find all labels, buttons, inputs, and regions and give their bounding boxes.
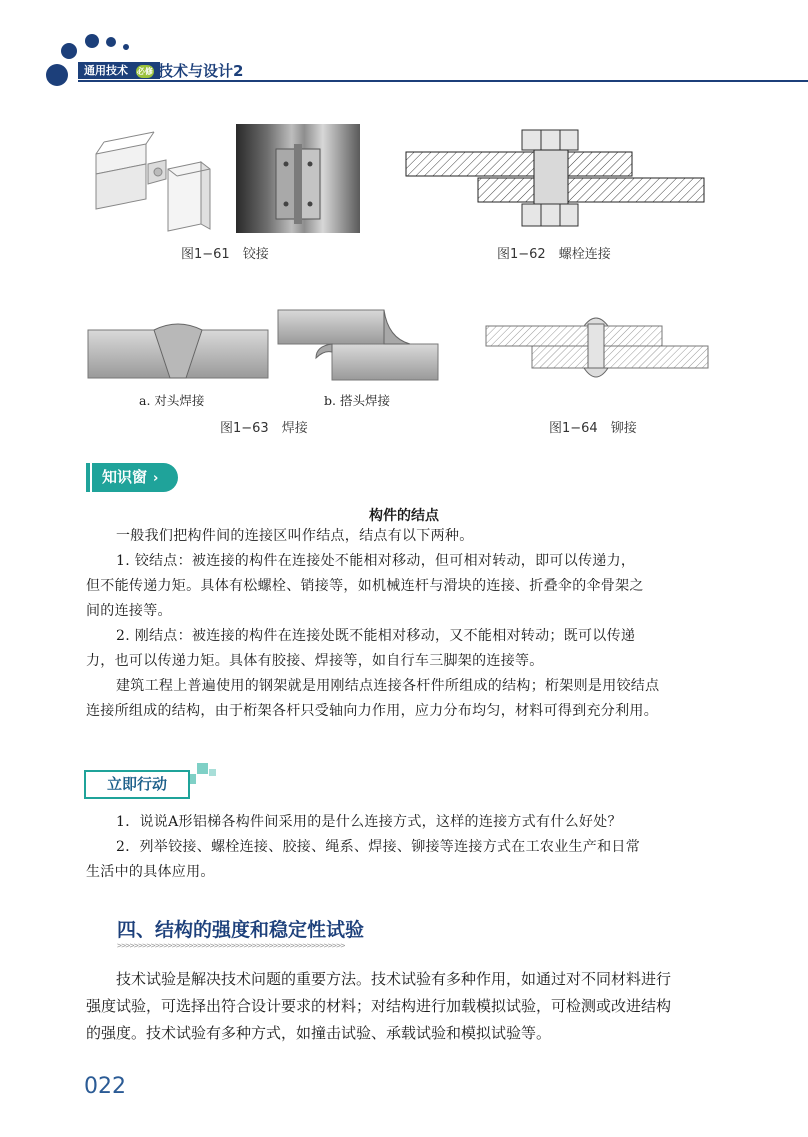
hinge-photo-icon (236, 124, 360, 233)
header-series-tag (78, 62, 160, 79)
knowledge-window-label (92, 463, 178, 492)
knowledge-p1: 一般我们把构件间的连接区叫作结点，结点有以下两种。 (116, 528, 474, 544)
fig63b-caption: b. 搭头焊接 (324, 393, 390, 408)
knowledge-p2a: 1. 铰结点：被连接的构件在连接处不能相对移动，但可相对转动，即可以传递力， (116, 553, 636, 569)
chevron-right-icon: › (153, 471, 159, 486)
action-q2a: 2．列举铰接、螺栓连接、胶接、绳系、焊接、铆接等连接方式在工农业生产和日常 (116, 839, 641, 855)
action-body (86, 810, 726, 885)
knowledge-p2c: 间的连接等。 (86, 603, 172, 619)
header-series: 通用技术 (84, 64, 128, 77)
knowledge-body (86, 524, 726, 724)
fig61-caption: 图1−61 铰接 (181, 247, 269, 262)
section-p3: 的强度。技术试验有多种方式，如撞击试验、承载试验和模拟试验等。 (86, 1024, 552, 1042)
section-heading-decor: >>>>>>>>>>>>>>>>>>>>>>>>>>>>>>>>>>>>>>>>>>>>>>>>>>>>>> (117, 941, 345, 950)
fig-butt-weld (86, 320, 270, 382)
section-heading: 四、结构的强度和稳定性试验 (117, 919, 365, 941)
knowledge-p4a: 建筑工程上普遍使用的钢架就是用刚结点连接各杆件所组成的结构；桁架则是用铰结点 (116, 678, 660, 694)
fig-bolt (404, 128, 708, 232)
fig-rivet (484, 310, 710, 388)
page-number: 022 (84, 1074, 126, 1099)
fig-hinge-photo (236, 124, 360, 233)
fig63-caption: 图1−63 焊接 (220, 421, 308, 436)
section-p2: 强度试验，可选择出符合设计要求的材料；对结构进行加载模拟试验，可检测或改进结构 (86, 997, 672, 1015)
fig62-caption: 图1−62 螺栓连接 (497, 247, 611, 262)
knowledge-window-text: 知识窗 (102, 468, 148, 486)
book-title: 技术与设计2 (158, 62, 244, 80)
butt-weld-icon (86, 320, 270, 382)
action-decoration (186, 760, 222, 786)
fig-lap-weld (276, 308, 440, 382)
knowledge-p3b: 力，也可以传递力矩。具体有胶接、焊接等，如自行车三脚架的连接等。 (86, 653, 544, 669)
knowledge-p3a: 2. 刚结点：被连接的构件在连接处既不能相对移动，又不能相对转动；既可以传递 (116, 628, 636, 644)
action-q1: 1．说说A形铝梯各构件间采用的是什么连接方式，这样的连接方式有什么好处？ (116, 814, 622, 830)
action-label: 立即行动 (84, 770, 190, 799)
fig64-caption: 图1−64 铆接 (549, 421, 637, 436)
knowledge-p4b: 连接所组成的结构，由于桁架各杆只受轴向力作用，应力分布均匀，材料可得到充分利用。 (86, 703, 658, 719)
fig-hinge-drawing (86, 124, 214, 234)
knowledge-p2b: 但不能传递力矩。具体有松螺栓、销接等，如机械连杆与滑块的连接、折叠伞的伞骨架之 (86, 578, 644, 594)
fig63a-caption: a. 对头焊接 (139, 393, 205, 408)
bolt-diagram-icon (404, 128, 708, 232)
rivet-diagram-icon (484, 310, 710, 388)
knowledge-title: 构件的结点 (369, 508, 439, 524)
header-badge: 必修 (136, 66, 153, 76)
action-q2b: 生活中的具体应用。 (86, 864, 215, 880)
section-p1: 技术试验是解决技术问题的重要方法。技术试验有多种作用，如通过对不同材料进行 (116, 970, 672, 988)
knowledge-window-bar (86, 463, 90, 492)
section-body (86, 966, 726, 1047)
lap-weld-icon (276, 308, 440, 382)
hinge-sketch-icon (86, 124, 214, 234)
